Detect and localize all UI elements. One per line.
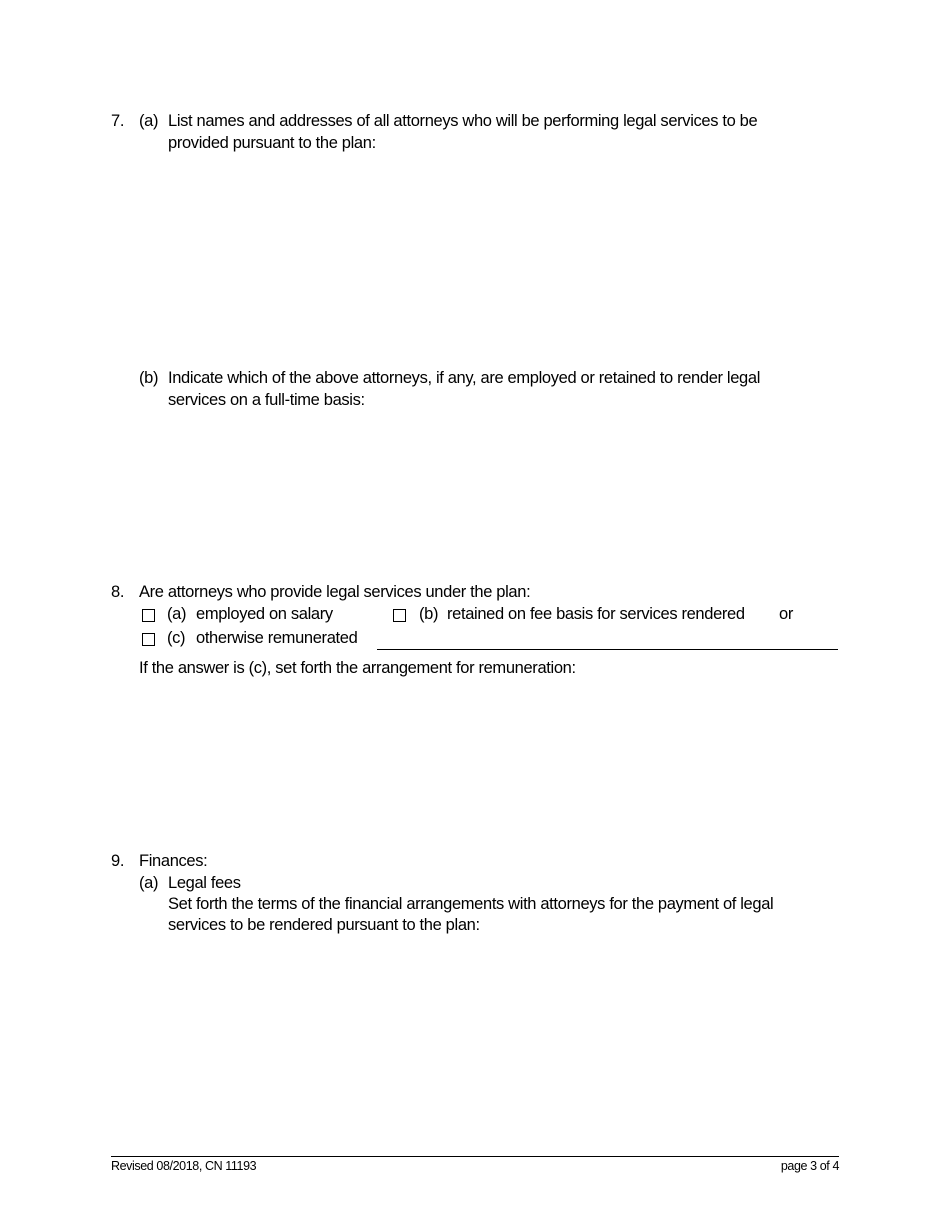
q9a-text-line2: services to be rendered pursuant to the plan: (168, 916, 480, 934)
q7b-label: (b) (139, 369, 159, 387)
q9-number: 9. (111, 852, 125, 870)
q7a-text-line1: List names and addresses of all attorneys who will be performing legal services to be (168, 112, 758, 130)
q9a-heading: Legal fees (168, 874, 241, 892)
checkbox-retained-on-fee-basis[interactable] (393, 609, 406, 622)
q7b-text-line2: services on a full-time basis: (168, 391, 365, 409)
option-b-label: (b) (419, 605, 439, 623)
otherwise-remunerated-field[interactable] (377, 649, 838, 650)
footer-page-number: page 3 of 4 (780, 1159, 839, 1173)
option-a-text: employed on salary (196, 605, 333, 623)
q8-followup: If the answer is (c), set forth the arrangement for remuneration: (139, 659, 576, 677)
or-text: or (779, 605, 793, 623)
q8-question: Are attorneys who provide legal services under the plan: (139, 583, 531, 601)
q7b-text-line1: Indicate which of the above attorneys, if any, are employed or retained to render legal (168, 369, 761, 387)
q9-title: Finances: (139, 852, 208, 870)
q7-number: 7. (111, 112, 125, 130)
checkbox-employed-on-salary[interactable] (142, 609, 155, 622)
q9a-label: (a) (139, 874, 159, 892)
option-c-text: otherwise remunerated (196, 629, 358, 647)
footer-divider (111, 1156, 839, 1157)
option-b-text: retained on fee basis for services rendered (447, 605, 745, 623)
q9a-text-line1: Set forth the terms of the financial arrangements with attorneys for the payment of legal (168, 895, 774, 913)
q8-number: 8. (111, 583, 125, 601)
footer-revision: Revised 08/2018, CN 11193 (111, 1159, 257, 1173)
option-a-label: (a) (167, 605, 187, 623)
q7a-label: (a) (139, 112, 159, 130)
option-c-label: (c) (167, 629, 186, 647)
q7a-text-line2: provided pursuant to the plan: (168, 134, 376, 152)
checkbox-otherwise-remunerated[interactable] (142, 633, 155, 646)
